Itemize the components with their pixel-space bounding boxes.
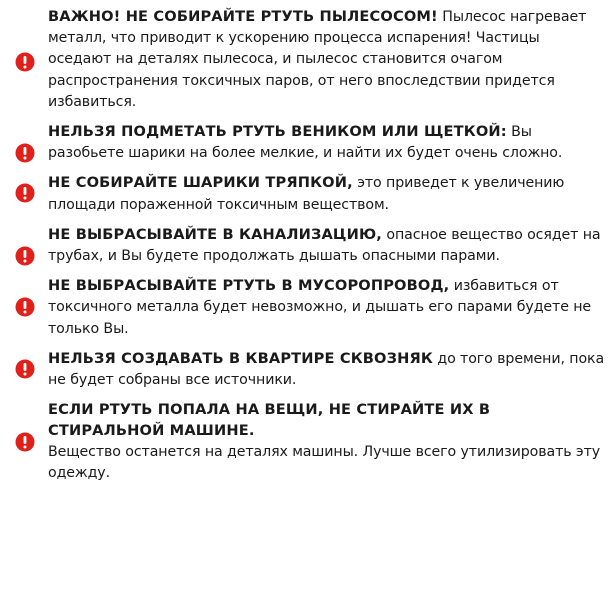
warning-item-draft <box>0 348 610 391</box>
warning-heading: НЕЛЬЗЯ ПОДМЕТАТЬ РТУТЬ ВЕНИКОМ ИЛИ ЩЕТКОЙ: <box>48 123 507 141</box>
exclamation-circle-icon <box>15 143 35 163</box>
exclamation-circle-icon <box>15 297 35 317</box>
warning-heading: НЕ ВЫБРАСЫВАЙТЕ В КАНАЛИЗАЦИЮ, <box>48 225 382 243</box>
warning-heading: НЕЛЬЗЯ СОЗДАВАТЬ В КВАРТИРЕ СКВОЗНЯК <box>48 349 433 367</box>
warning-heading: НЕ СОБИРАЙТЕ ШАРИКИ ТРЯПКОЙ, <box>48 174 353 192</box>
warning-item-washing <box>0 399 610 484</box>
exclamation-circle-icon <box>15 52 35 72</box>
exclamation-circle-icon <box>15 246 35 266</box>
exclamation-circle-icon <box>15 359 35 379</box>
warning-body: избавиться от токсичного металла будет невозможно, и дышать его парами будете не только Вы. <box>48 278 592 337</box>
warning-body: опасное вещество осядет на трубах, и Вы будете продолжать дышать опасными парами. <box>48 226 601 265</box>
warning-text <box>48 399 606 484</box>
exclamation-circle-icon <box>15 183 35 203</box>
warning-heading: ВАЖНО! НЕ СОБИРАЙТЕ РТУТЬ ПЫЛЕСОСОМ! <box>48 8 438 25</box>
warning-item-vacuum <box>0 6 610 113</box>
warning-body: Вы разобьете шарики на более мелкие, и найти их будет очень сложно. <box>48 124 563 162</box>
warning-heading: ЕСЛИ РТУТЬ ПОПАЛА НА ВЕЩИ, НЕ СТИРАЙТЕ ИХ В СТИРАЛЬНОЙ МАШИНЕ. <box>48 401 491 440</box>
warning-heading: НЕ ВЫБРАСЫВАЙТЕ РТУТЬ В МУСОРОПРОВОД, <box>48 277 450 295</box>
warning-item-sewer <box>0 224 610 267</box>
warning-item-chute <box>0 275 610 340</box>
exclamation-circle-icon <box>15 432 35 452</box>
warning-text <box>48 224 606 267</box>
warning-item-broom <box>0 121 610 164</box>
warning-text <box>48 6 606 113</box>
warning-text <box>48 121 606 164</box>
warning-text <box>48 275 606 340</box>
warning-body: это приведет к увеличению площади пораженной токсичным веществом. <box>48 175 565 213</box>
warning-item-rag <box>0 172 610 215</box>
warning-text <box>48 348 606 391</box>
warning-body: до того времени, пока не будет собраны все источники. <box>48 350 605 389</box>
warning-body: Вещество останется на деталях машины. Лучше всего утилизировать эту одежду. <box>48 443 601 481</box>
warning-body: Пылесос нагревает металл, что приводит к ускорению процесса испарения! Частицы оседают на деталях пылесоса, и пылесос становится очагом распространения токсичных паров, от него впоследствии придется избавиться. <box>48 9 587 110</box>
warning-text <box>48 172 606 215</box>
